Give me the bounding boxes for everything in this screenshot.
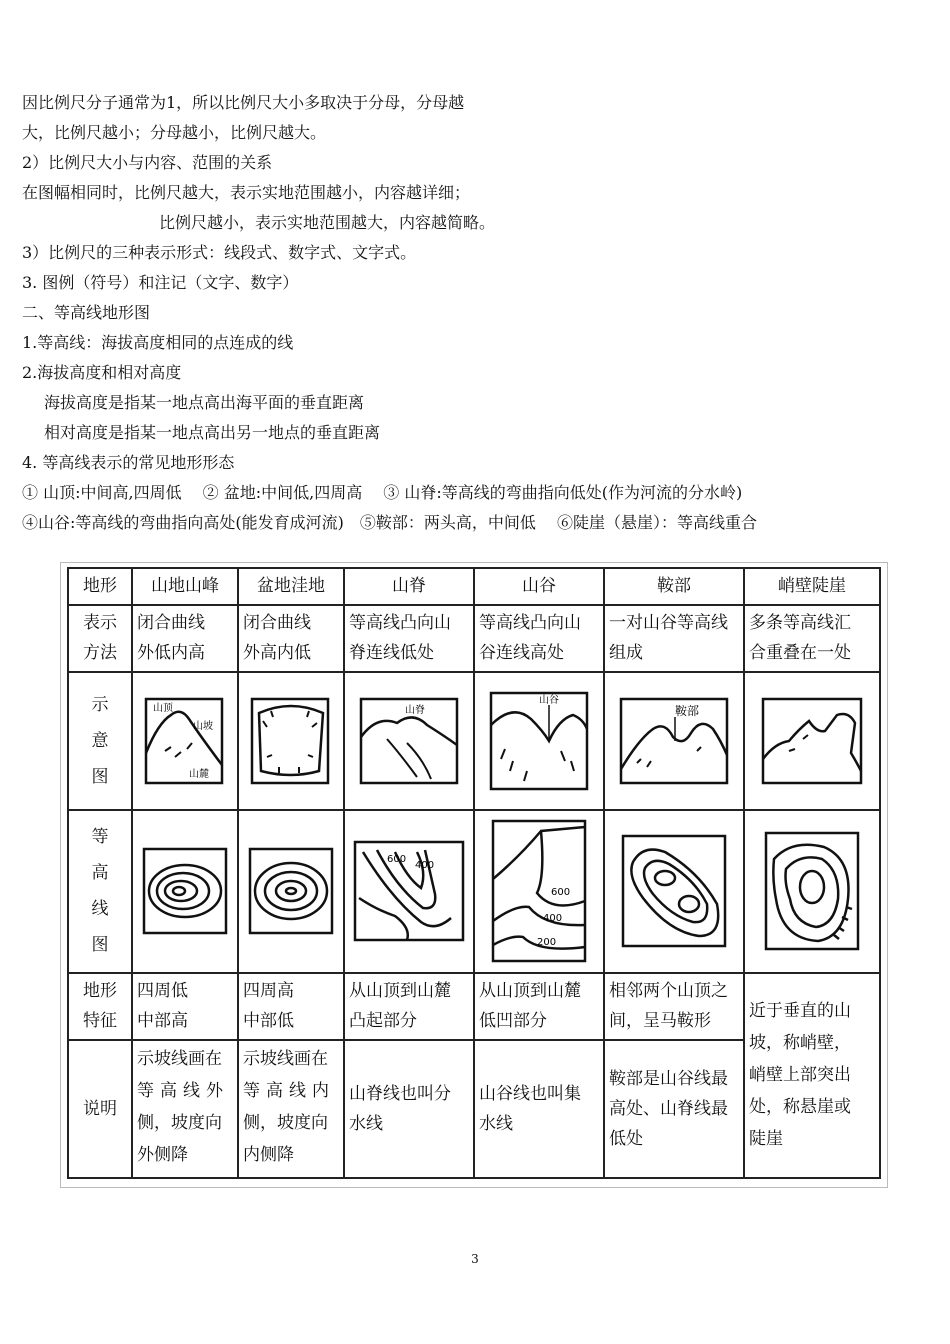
header-cell: 盆地洼地 xyxy=(238,568,344,605)
svg-text:山脊: 山脊 xyxy=(405,704,425,716)
svg-text:400: 400 xyxy=(415,860,435,872)
paragraph: 2.海拔高度和相对高度 xyxy=(22,363,182,382)
table-cell: 示坡线画在 等高线内 侧，坡度向 内侧降 xyxy=(238,1040,344,1178)
paragraph: 3）比例尺的三种表示形式：线段式、数字式、文字式。 xyxy=(22,243,417,262)
header-cell: 山地山峰 xyxy=(132,568,238,605)
table-cell: 等高线凸向山 谷连线高处 xyxy=(474,605,604,672)
table-cell: 鞍部是山谷线最 高处、山脊线最 低处 xyxy=(604,1040,744,1178)
table-cell: 闭合曲线 外低内高 xyxy=(132,605,238,672)
table-cell: 示坡线画在 等高线外 侧，坡度向 外侧降 xyxy=(132,1040,238,1178)
table-cell: 等高线凸向山 脊连线低处 xyxy=(344,605,474,672)
cliff-feature-cell: 近于垂直的山 坡，称峭壁， 峭壁上部突出 处，称悬崖或 陡崖 xyxy=(744,973,880,1178)
paragraph: 因比例尺分子通常为1，所以比例尺大小多取决于分母，分母越 xyxy=(22,93,465,112)
basin-diagram-cell xyxy=(238,672,344,810)
row-label-feature: 地形 特征 xyxy=(68,973,132,1040)
header-cell: 地形 xyxy=(68,568,132,605)
terrain-table xyxy=(67,567,881,1179)
row-label-contour: 等 高 线 图 xyxy=(68,810,132,973)
peak-diagram-cell xyxy=(132,672,238,810)
paragraph: 1.等高线：海拔高度相同的点连成的线 xyxy=(22,333,294,352)
body-text xyxy=(22,88,932,538)
row-label-explain: 说明 xyxy=(68,1040,132,1178)
svg-text:山谷: 山谷 xyxy=(539,694,559,706)
row-label-method: 表示 方法 xyxy=(68,605,132,672)
paragraph: 海拔高度是指某一地点高出海平面的垂直距离 xyxy=(44,393,365,412)
table-cell: 山谷线也叫集 水线 xyxy=(474,1040,604,1178)
svg-text:600: 600 xyxy=(551,887,571,899)
ridge-contour-map xyxy=(351,838,467,944)
header-cell: 鞍部 xyxy=(604,568,744,605)
table-cell: 从山顶到山麓 低凹部分 xyxy=(474,973,604,1040)
table-row-contour xyxy=(68,810,880,973)
paragraph: 在图幅相同时，比例尺越大，表示实地范围越小，内容越详细； xyxy=(22,183,471,202)
table-row-feature xyxy=(68,973,880,1040)
paragraph: ④山谷:等高线的弯曲指向高处(能发育成河流) ⑤鞍部：两头高，中间低 ⑥陡崖（悬崖）：等高线重合 xyxy=(22,513,757,532)
peak-sketch xyxy=(143,693,227,789)
saddle-diagram-cell xyxy=(604,672,744,810)
ridge-contour-cell xyxy=(344,810,474,973)
svg-text:山坡: 山坡 xyxy=(193,720,213,732)
terrain-table-figure xyxy=(60,562,888,1188)
header-cell: 山脊 xyxy=(344,568,474,605)
cliff-contour-cell xyxy=(744,810,880,973)
ridge-diagram-cell xyxy=(344,672,474,810)
paragraph: 2）比例尺大小与内容、范围的关系 xyxy=(22,153,273,172)
header-cell: 山谷 xyxy=(474,568,604,605)
table-cell: 四周高 中部低 xyxy=(238,973,344,1040)
peak-contour-map xyxy=(141,845,229,937)
page-number: 3 xyxy=(471,1252,479,1266)
cliff-diagram-cell xyxy=(744,672,880,810)
row-label-diagram: 示 意 图 xyxy=(68,672,132,810)
table-cell: 一对山谷等高线 组成 xyxy=(604,605,744,672)
header-cell: 峭壁陡崖 xyxy=(744,568,880,605)
table-cell: 从山顶到山麓 凸起部分 xyxy=(344,973,474,1040)
basin-contour-map xyxy=(247,845,335,937)
table-row-method xyxy=(68,605,880,672)
table-cell: 闭合曲线 外高内低 xyxy=(238,605,344,672)
saddle-sketch xyxy=(617,693,731,789)
ridge-sketch xyxy=(357,693,461,789)
valley-sketch xyxy=(487,689,591,793)
paragraph: 3. 图例（符号）和注记（文字、数字） xyxy=(22,273,299,292)
valley-contour-cell xyxy=(474,810,604,973)
table-row-diagram xyxy=(68,672,880,810)
svg-text:600: 600 xyxy=(387,854,407,866)
svg-text:鞍部: 鞍部 xyxy=(675,703,700,718)
cliff-sketch xyxy=(759,693,865,789)
saddle-contour-cell xyxy=(604,810,744,973)
table-cell: 山脊线也叫分 水线 xyxy=(344,1040,474,1178)
valley-diagram-cell xyxy=(474,672,604,810)
saddle-contour-map xyxy=(619,832,729,950)
peak-contour-cell xyxy=(132,810,238,973)
table-cell: 相邻两个山顶之 间，呈马鞍形 xyxy=(604,973,744,1040)
table-cell: 四周低 中部高 xyxy=(132,973,238,1040)
paragraph: 4. 等高线表示的常见地形形态 xyxy=(22,453,235,472)
paragraph: 大，比例尺越小；分母越小，比例尺越大。 xyxy=(22,123,327,142)
basin-sketch xyxy=(249,693,333,789)
svg-text:200: 200 xyxy=(537,937,557,949)
basin-contour-cell xyxy=(238,810,344,973)
section-heading: 二、等高线地形图 xyxy=(22,303,151,322)
valley-contour-map xyxy=(489,817,589,965)
svg-text:山顶: 山顶 xyxy=(153,702,173,714)
cliff-contour-map xyxy=(762,829,862,953)
paragraph: ① 山顶:中间高,四周低 ② 盆地:中间低,四周高 ③ 山脊:等高线的弯曲指向低处(作为河流的分水岭) xyxy=(22,483,743,502)
svg-text:400: 400 xyxy=(543,913,563,925)
paragraph: 相对高度是指某一地点高出另一地点的垂直距离 xyxy=(44,423,381,442)
table-cell: 多条等高线汇 合重叠在一处 xyxy=(744,605,880,672)
paragraph: 比例尺越小，表示实地范围越大，内容越简略。 xyxy=(159,213,496,232)
table-header-row xyxy=(68,568,880,605)
svg-text:山麓: 山麓 xyxy=(189,768,209,780)
